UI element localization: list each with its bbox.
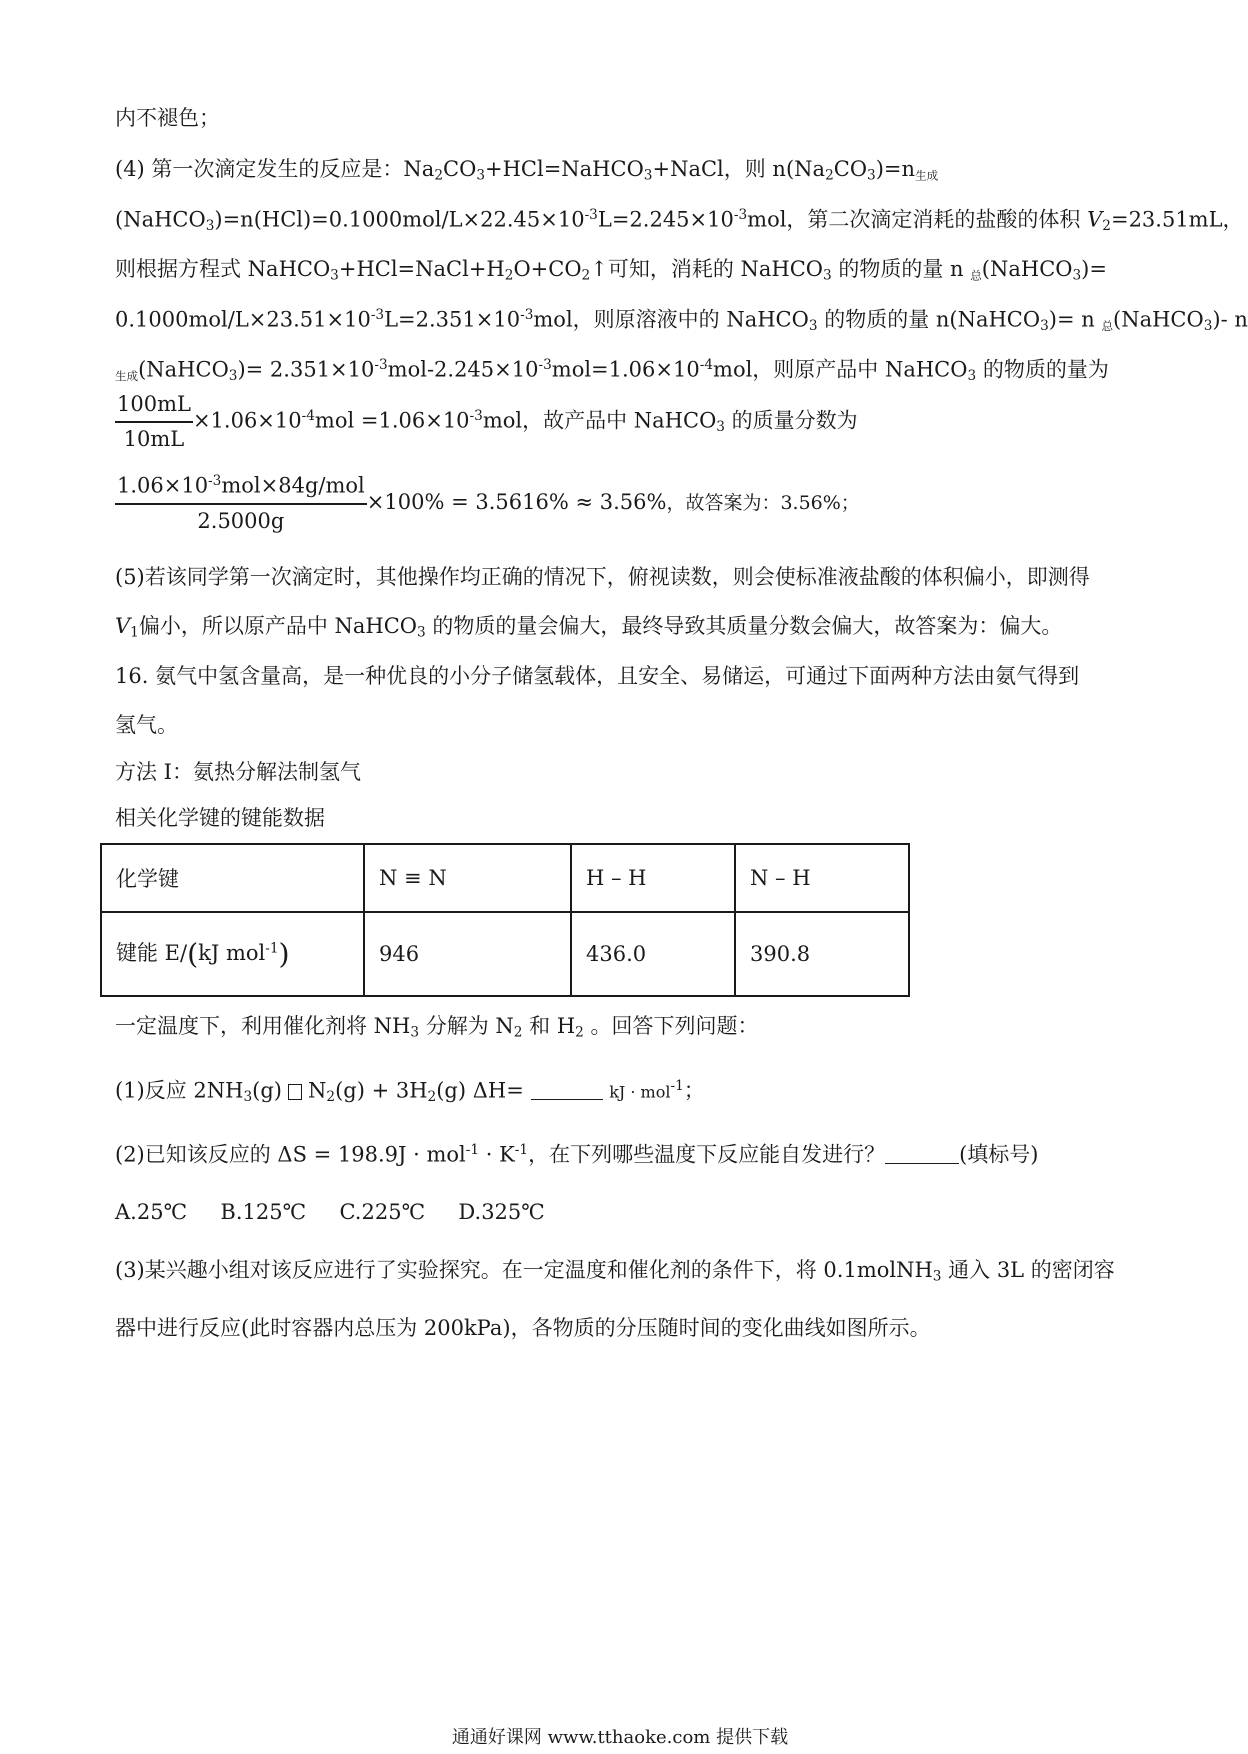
text-run: N xyxy=(308,1078,327,1103)
text-run: ； xyxy=(683,1078,705,1103)
subscript: 3 xyxy=(808,317,818,334)
text-run: +NaCl，则 n(Na xyxy=(652,157,826,181)
text-run: )- n xyxy=(1212,307,1248,332)
equilibrium-arrow-icon xyxy=(288,1084,302,1100)
table-header-cell: H – H xyxy=(571,844,735,912)
text-run: mol，第二次滴定消耗的盐酸的体积 xyxy=(747,207,1088,232)
table-row-label xyxy=(101,912,364,996)
subscript: 2 xyxy=(581,267,591,284)
table-cell: 946 xyxy=(364,912,571,996)
text-line xyxy=(115,1316,931,1341)
text-run: 氢气。 xyxy=(115,713,178,737)
text-run: ↑可知，消耗的 NaHCO xyxy=(590,257,823,281)
text-run: L=2.351×10 xyxy=(384,307,521,332)
text-run: kJ · mol xyxy=(609,1082,671,1102)
table-cell: 390.8 xyxy=(735,912,909,996)
text-run: kJ mol xyxy=(198,941,266,966)
text-run: )=n xyxy=(875,157,916,181)
table-header-row xyxy=(101,844,909,912)
text-run: 器中进行反应(此时容器内总压为 200kPa)，各物质的分压随时间的变化曲线如图所示。 xyxy=(115,1316,931,1340)
subscript: 3 xyxy=(1072,267,1082,284)
text-run: =23.51mL， xyxy=(1110,207,1244,232)
text-run: mol =1.06×10 xyxy=(314,408,470,433)
subscript: 2 xyxy=(575,1024,584,1041)
text-run: (4) 第一次滴定发生的反应是：Na xyxy=(115,157,435,181)
subscript: 3 xyxy=(410,1024,420,1041)
subscript: 2 xyxy=(504,267,514,284)
subscript: 3 xyxy=(476,167,485,184)
text-run: CO xyxy=(443,157,477,181)
fraction-numerator: 100mL xyxy=(115,392,193,423)
subscript: 3 xyxy=(932,1268,942,1285)
text-line xyxy=(115,257,1107,284)
text-run: (5)若该同学第一次滴定时，其他操作均正确的情况下，俯视读数，则会使标准液盐酸的体积偏小，即测得 xyxy=(115,565,1090,589)
subscript: 1 xyxy=(130,624,139,641)
fraction-denominator: 2.5000g xyxy=(197,508,285,533)
text-run: (g) ΔH= xyxy=(436,1078,524,1103)
text-run: ，故答案为：3.56%； xyxy=(666,491,860,514)
subscript: 总 xyxy=(1101,318,1113,333)
text-run: 0.1000mol/L×23.51×10 xyxy=(115,307,371,332)
subscript: 3 xyxy=(867,167,876,184)
text-run: 和 H xyxy=(522,1014,576,1038)
subscript: 2 xyxy=(825,167,834,184)
text-run: mol，则原产品中 NaHCO xyxy=(713,357,968,382)
text-line xyxy=(115,106,220,131)
subscript: 3 xyxy=(243,1088,253,1105)
superscript: -3 xyxy=(208,473,222,489)
text-run: (NaHCO xyxy=(138,357,229,382)
text-run: ×100% = 3.5616% ≈ 3.56% xyxy=(366,489,667,514)
subscript: 总 xyxy=(970,268,982,283)
text-run: 相关化学键的键能数据 xyxy=(115,806,325,830)
subscript: 生成 xyxy=(115,368,139,383)
fraction-numerator xyxy=(115,473,367,505)
text-run: 分解为 N xyxy=(419,1014,514,1038)
text-run: ，在下列哪些温度下反应能自发进行？ xyxy=(528,1142,886,1167)
text-run: 的物质的量 n(NaHCO xyxy=(817,307,1041,332)
text-run: +HCl=NaCl+H xyxy=(338,257,505,281)
subscript: 3 xyxy=(1040,317,1049,334)
text-run: (NaHCO xyxy=(1113,307,1204,332)
text-run: mol-2.245×10 xyxy=(387,357,539,382)
subscript: 3 xyxy=(330,267,339,284)
text-run: 的物质的量会偏大，最终导致其质量分数会偏大，故答案为：偏大。 xyxy=(425,614,1063,638)
text-run: A.25℃ B.125℃ C.225℃ D.325℃ xyxy=(115,1200,545,1224)
fraction xyxy=(115,473,367,534)
superscript: -3 xyxy=(538,357,552,373)
text-run: 一定温度下，利用催化剂将 NH xyxy=(115,1014,411,1038)
text-run: CO xyxy=(833,157,868,181)
text-run: mol×84g/mol xyxy=(221,473,365,498)
text-run: L=2.245×10 xyxy=(597,207,734,232)
text-run: )= n xyxy=(1048,307,1102,332)
method-heading xyxy=(115,760,361,785)
subscript: 3 xyxy=(823,267,832,284)
text-run: · K xyxy=(479,1142,515,1167)
subscript: 3 xyxy=(228,367,238,384)
text-run: V xyxy=(115,614,131,638)
text-run: 的质量分数为 xyxy=(724,408,858,433)
text-run: (g) xyxy=(252,1078,283,1103)
text-run: (填标号) xyxy=(959,1142,1039,1167)
text-run: 则根据方程式 NaHCO xyxy=(115,257,331,281)
text-run: V xyxy=(1087,207,1103,232)
table-cell: 436.0 xyxy=(571,912,735,996)
text-run: 偏小，所以原产品中 NaHCO xyxy=(138,614,418,638)
subscript: 3 xyxy=(967,367,977,384)
superscript: -4 xyxy=(699,357,714,373)
text-run: 16. 氨气中氢含量高，是一种优良的小分子储氢载体，且安全、易储运，可通过下面两种方法由氨气得到 xyxy=(115,664,1080,688)
text-run: mol，则原溶液中的 NaHCO xyxy=(533,307,809,332)
text-run: +HCl=NaHCO xyxy=(485,157,644,181)
text-run: 1.06×10 xyxy=(117,473,209,498)
text-run: )=n(HCl)=0.1000mol/L×22.45×10 xyxy=(214,207,585,232)
text-run: (1)反应 2NH xyxy=(115,1078,244,1103)
bracket: ( xyxy=(187,937,199,971)
text-run: 。回答下列问题： xyxy=(583,1014,759,1038)
superscript: -1 xyxy=(465,1142,480,1158)
text-run: 的物质的量为 xyxy=(976,357,1109,382)
question-16-stem xyxy=(115,664,1079,689)
bracket: ) xyxy=(278,937,290,971)
text-run: 通入 3L 的密闭容 xyxy=(941,1258,1115,1282)
superscript: -3 xyxy=(370,307,385,323)
text-run: 的物质的量 n xyxy=(831,257,971,281)
superscript: -3 xyxy=(584,207,598,223)
table-row xyxy=(101,912,909,996)
text-run: (NaHCO xyxy=(115,207,206,232)
bond-energy-table xyxy=(100,843,910,997)
superscript: -1 xyxy=(514,1142,529,1158)
fraction xyxy=(115,392,193,452)
table-header-cell: N – H xyxy=(735,844,909,912)
question-1 xyxy=(115,1078,705,1105)
superscript: -1 xyxy=(265,940,279,957)
text-run: )= 2.351×10 xyxy=(237,357,375,382)
text-run: ×1.06×10 xyxy=(192,408,302,433)
text-run: )= xyxy=(1081,257,1107,281)
subscript: 3 xyxy=(643,167,653,184)
superscript: -3 xyxy=(374,357,388,373)
text-line xyxy=(115,307,1248,334)
superscript: -3 xyxy=(469,408,483,425)
subscript: 2 xyxy=(326,1088,336,1105)
text-run: (g) + 3H xyxy=(335,1078,428,1103)
answer-blank[interactable] xyxy=(531,1081,603,1100)
subscript: 2 xyxy=(434,167,444,184)
subscript: 2 xyxy=(1102,217,1111,234)
subscript: 3 xyxy=(1203,317,1213,334)
text-run: mol，故产品中 NaHCO xyxy=(482,408,717,433)
answer-blank[interactable] xyxy=(885,1145,959,1164)
answer-options xyxy=(115,1200,545,1225)
text-line xyxy=(115,357,1109,384)
superscript: -3 xyxy=(733,207,748,223)
subscript: 3 xyxy=(716,419,725,436)
table-header-cell: N ≡ N xyxy=(364,844,571,912)
text-run: 方法 I：氨热分解法制氢气 xyxy=(115,760,361,784)
superscript: -3 xyxy=(520,307,534,323)
text-run: mol=1.06×10 xyxy=(551,357,700,382)
text-line xyxy=(115,614,1062,641)
superscript: -4 xyxy=(301,408,315,425)
subscript: 2 xyxy=(427,1088,437,1105)
line-text: 内不褪色； xyxy=(115,106,220,130)
table-header-cell: 化学键 xyxy=(101,844,364,912)
fraction-denominator: 10mL xyxy=(123,427,185,452)
table-caption xyxy=(115,806,325,831)
text-run: (3)某兴趣小组对该反应进行了实验探究。在一定温度和催化剂的条件下，将 0.1molNH xyxy=(115,1258,933,1282)
subscript: 2 xyxy=(513,1024,523,1041)
text-run: 键能 E/ xyxy=(116,941,188,966)
question-2 xyxy=(115,1142,1038,1168)
text-line xyxy=(115,713,178,738)
subscript: 3 xyxy=(417,624,426,641)
subscript: 3 xyxy=(205,217,215,234)
text-run: (NaHCO xyxy=(981,257,1073,281)
text-line xyxy=(115,1014,759,1041)
text-line xyxy=(115,207,1244,234)
subscript: 生成 xyxy=(915,168,939,183)
text-run: O+CO xyxy=(513,257,582,281)
superscript: -1 xyxy=(670,1078,684,1094)
text-line xyxy=(115,565,1090,590)
formula-line xyxy=(115,392,858,452)
text-line xyxy=(115,157,938,184)
footer-watermark: 通通好课网 www.tthaoke.com 提供下载 xyxy=(451,1727,789,1748)
question-3 xyxy=(115,1258,1115,1285)
text-run: (2)已知该反应的 ΔS = 198.9J · mol xyxy=(115,1142,466,1167)
formula-line xyxy=(115,473,860,534)
